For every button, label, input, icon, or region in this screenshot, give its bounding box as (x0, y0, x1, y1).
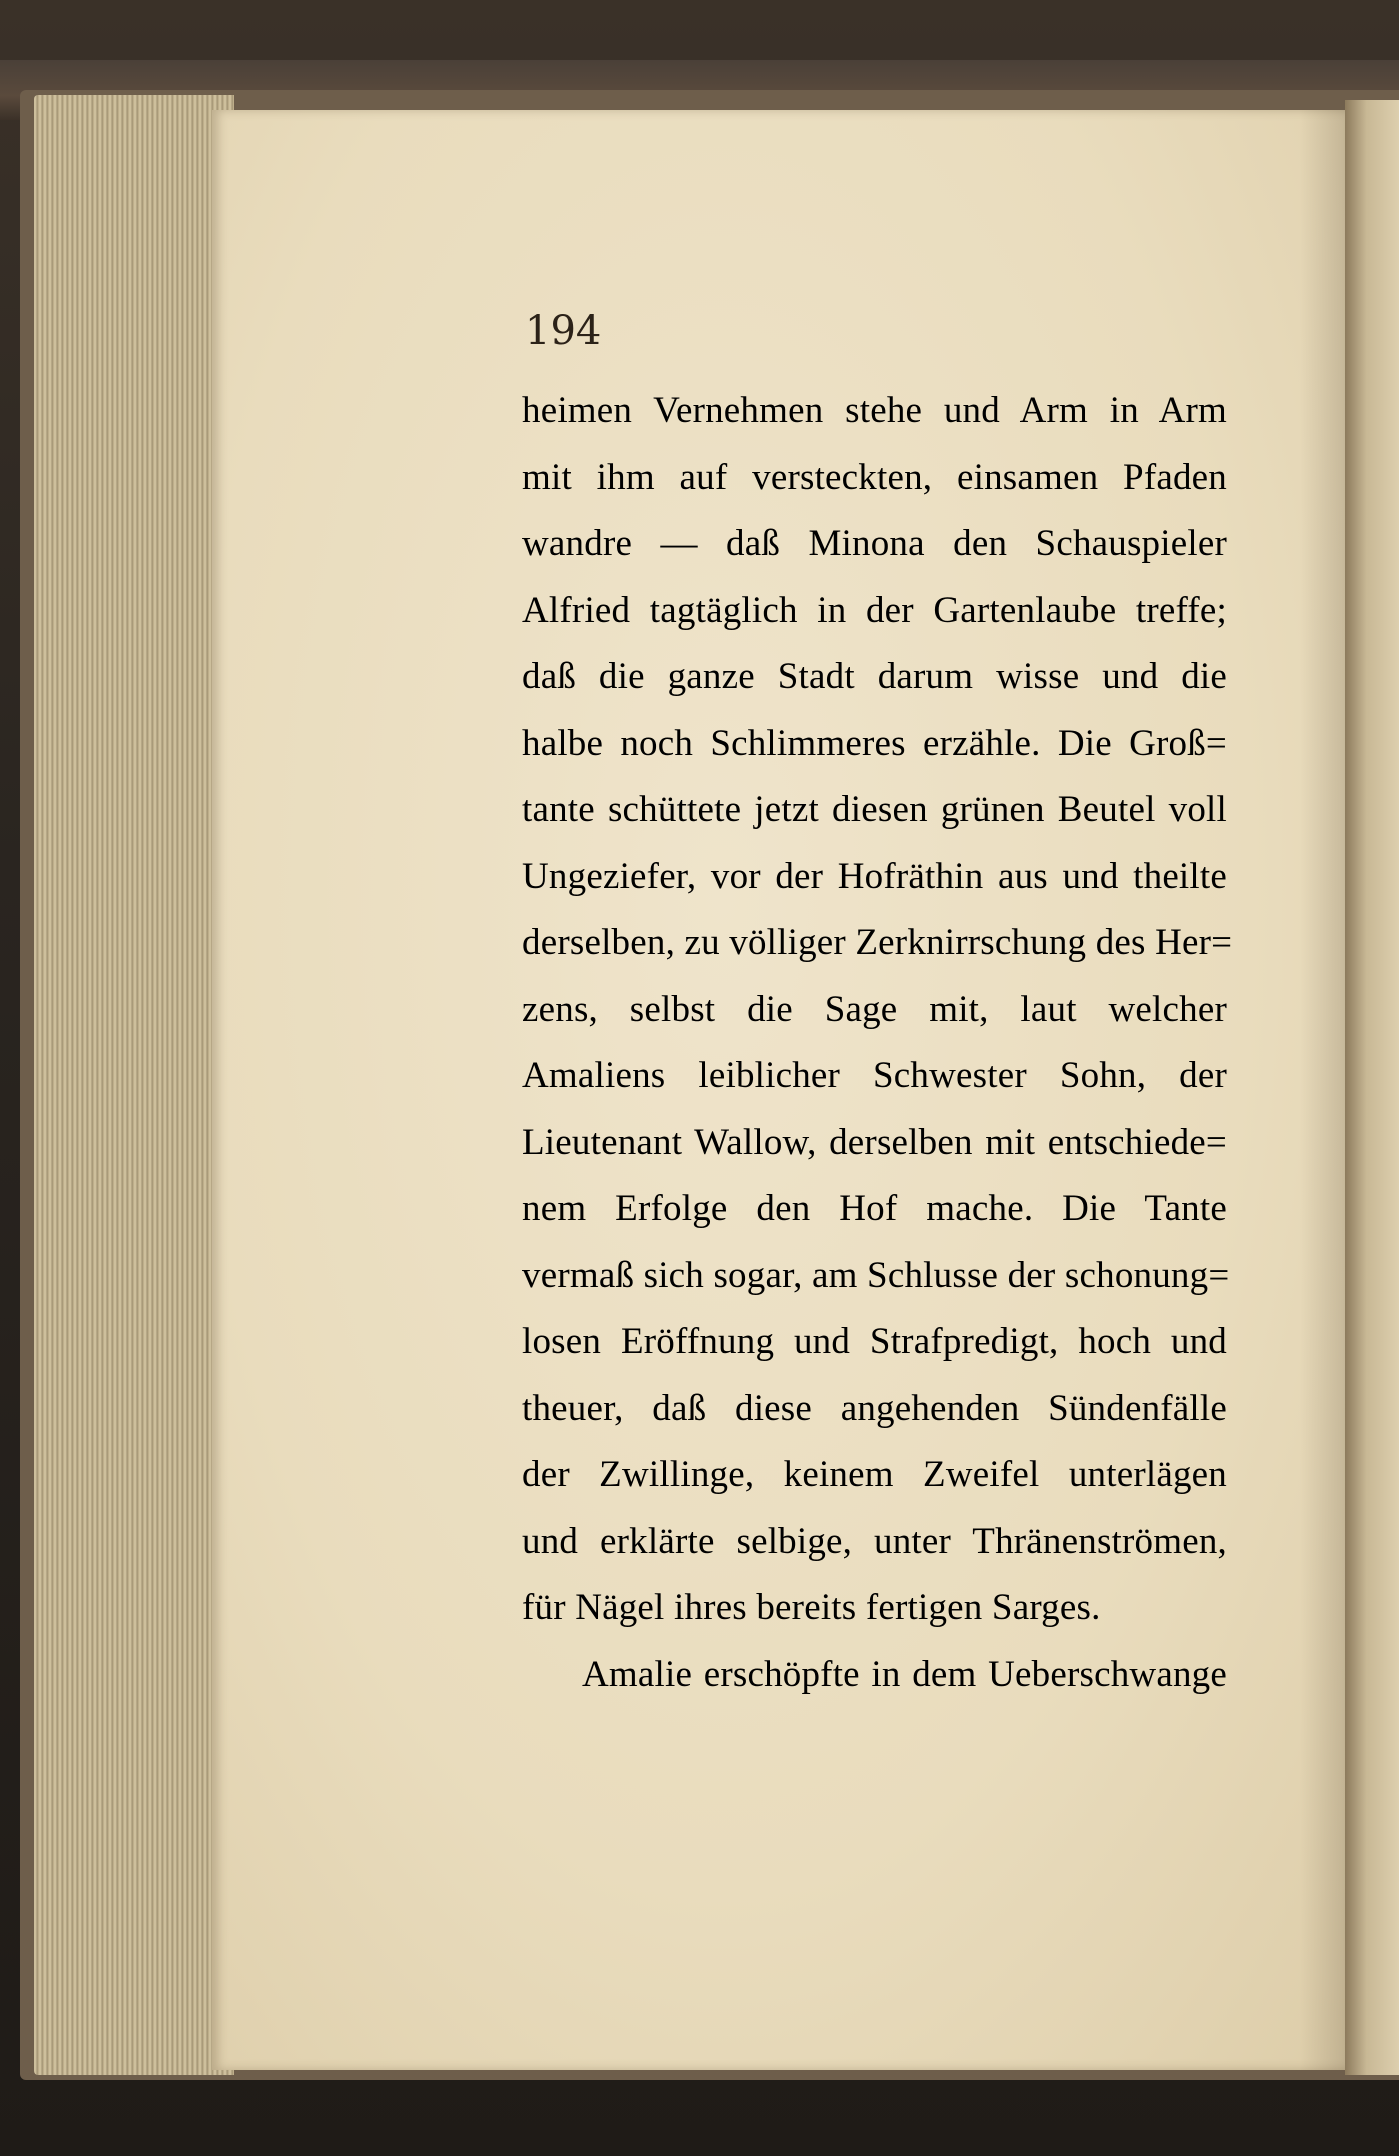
text-line: der Zwillinge, keinem Zweifel unterlägen (522, 1454, 1227, 1495)
text-line: und erklärte selbige, unter Thränenströmen, (522, 1520, 1227, 1562)
text-line: zens, selbst die Sage mit, laut welcher (522, 988, 1227, 1030)
page-number: 194 (525, 308, 602, 354)
text-line: halbe noch Schlimmeres erzähle. Die Groß= (522, 722, 1227, 764)
text-line: Amalie erschöpfte in dem Ueberschwange (582, 1653, 1227, 1695)
text-line: heimen Vernehmen stehe und Arm in Arm (522, 390, 1227, 431)
text-line: nem Erfolge den Hof mache. Die Tante (522, 1188, 1227, 1229)
text-line: tante schüttete jetzt diesen grünen Beutel voll (522, 789, 1227, 830)
text-line: theuer, daß diese angehenden Sündenfälle (522, 1387, 1227, 1429)
text-line: Amaliens leiblicher Schwester Sohn, der (522, 1055, 1227, 1096)
text-line: Ungeziefer, vor der Hofräthin aus und theilte (522, 855, 1227, 897)
text-line: Lieutenant Wallow, derselben mit entschiede= (522, 1121, 1227, 1163)
text-line: daß die ganze Stadt darum wisse und die (522, 656, 1227, 697)
text-line: vermaß sich sogar, am Schlusse der schonung= (522, 1254, 1230, 1296)
text-line: Alfried tagtäglich in der Gartenlaube treffe; (522, 589, 1227, 631)
text-line: für Nägel ihres bereits fertigen Sarges. (522, 1587, 1101, 1628)
facing-page-edge (1345, 100, 1399, 2075)
body-text (522, 378, 1233, 1708)
text-line: losen Eröffnung und Strafpredigt, hoch und (522, 1321, 1227, 1362)
text-line: derselben, zu völliger Zerknirrschung des Her= (522, 922, 1233, 963)
page-edges (34, 95, 234, 2075)
text-line: wandre — daß Minona den Schauspieler (522, 523, 1227, 564)
text-line: mit ihm auf versteckten, einsamen Pfaden (522, 456, 1227, 498)
